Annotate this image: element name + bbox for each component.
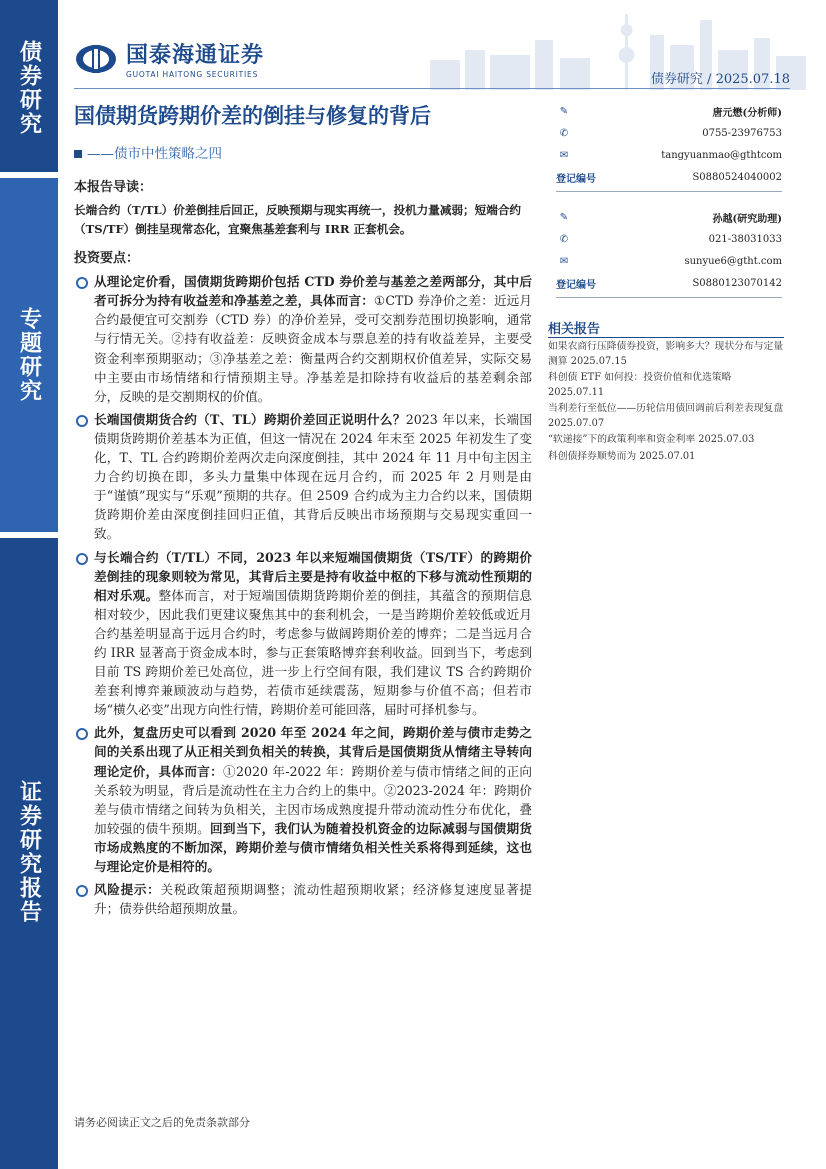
- mail-icon: ✉: [559, 255, 569, 267]
- analyst-panel: [556, 100, 782, 312]
- analyst-divider: [556, 297, 782, 298]
- point-item: 长端国债期货合约（T、TL）跨期价差回正说明什么？2023 年以来，长端国债期货跨期价差基本为正值，但这一情况在 2024 年末至 2025 年初发生了变化，T、TL 合约跨期价差两次走向深度倒挂，其中 2024 年 11 月中旬主因主力合约切换在即，多头力量集中体现在远月合约，而 2025 年 2 月则是由于“谨慎”现实与“乐观”预期的共存。但 2509 合约成为主力合约以来，国债期货跨期价差由深度倒挂回归正值，其背后反映出市场预期与交易现实重回一致。: [74, 410, 532, 544]
- header-divider: [74, 88, 790, 89]
- analyst-name: 孙越(研究助理): [712, 213, 782, 225]
- mail-icon: ✉: [559, 149, 569, 161]
- circle-bullet-icon: [76, 553, 88, 565]
- analyst-reg: S0880123070142: [692, 277, 782, 289]
- sidebar-category-topic: 专题研究: [0, 175, 58, 535]
- pen-icon: ✎: [559, 105, 569, 117]
- related-report-link[interactable]: 如果农商行压降债券投资，影响多大？现状分布与定量测算 2025.07.15: [548, 341, 784, 367]
- circle-bullet-icon: [76, 415, 88, 427]
- point-item: 与长端合约（T/TL）不同，2023 年以来短端国债期货（TS/TF）的跨期价差倒挂的现象则较为常见，其背后主要是持有收益中枢的下移与流动性预期的相对乐观。整体而言，对于短端国债期货跨期价差的倒挂，其蕴含的预期信息相对较少，因此我们更建议聚焦其中的套利机会，一是当跨期价差较低或近月合约基差明显高于远月合约时，考虑参与做阔跨期价差的博弈；二是当远月合约 IRR 显著高于资金成本时，参与正套策略博弈套利收益。回到当下，考虑到目前 TS 跨期价差已处高位，进一步上行空间有限，我们建议 TS 合约跨期价差套利博弈兼顾波动与趋势，若债市延续震荡，短期参与价值不高；但若市场“横久必变”出现方向性行情，跨期价差可能回落，届时可择机参与。: [74, 548, 532, 720]
- related-divider: [548, 337, 784, 338]
- phone-icon: ✆: [559, 127, 569, 139]
- logo-name-en: GUOTAI HAITONG SECURITIES: [126, 70, 259, 79]
- sidebar: [0, 0, 58, 1169]
- sidebar-divider: [0, 172, 58, 178]
- point-item: 从理论定价看，国债期货跨期价包括 CTD 券价差与基差之差两部分，其中后者可拆分为持有收益差和净基差之差，具体而言：①CTD 券净价之差：近远月合约最便宜可交割券（CTD 券）的净价差异，受可交割券范围切换影响，通常与行情无关。②持有收益差：反映资金成本与票息差的持有收益差异，主要受资金利率预期驱动；③净基差之差：衡量两合约交割期权价值差异，实际交易中主要由市场情绪和行情预期主导。净基差是扣除持有收益后的基差剩余部分，反映的是交割期权的价值。: [74, 272, 532, 406]
- analyst-block: [556, 206, 782, 298]
- circle-bullet-icon: [76, 728, 88, 740]
- logo-mark-icon: [74, 43, 118, 75]
- sidebar-category-report: 证券研究报告: [0, 535, 58, 1169]
- points-heading: 投资要点：: [74, 251, 140, 267]
- analyst-phone: 0755-23976753: [702, 127, 782, 139]
- main-content: [74, 178, 532, 922]
- sidebar-category-bond: 债券研究: [0, 0, 58, 175]
- analyst-name: 唐元懋(分析师): [712, 107, 782, 119]
- point-item-risk: 风险提示：关税政策超预期调整；流动性超预期收紧；经济修复速度显著提升；债券供给超预期放量。: [74, 880, 532, 918]
- reg-label: 登记编号: [556, 173, 596, 185]
- sidebar-divider: [0, 532, 58, 538]
- related-report-link[interactable]: 科创债 ETF 如何投：投资价值和优选策略 2025.07.11: [548, 372, 732, 398]
- guide-heading: 本报告导读：: [74, 180, 153, 195]
- related-report-link[interactable]: 当利差行至低位——历轮信用债回调前后利差表现复盘 2025.07.07: [548, 403, 784, 429]
- square-bullet-icon: [74, 150, 82, 158]
- guide-text: 长端合约（T/TL）价差倒挂后回正，反映预期与现实再统一，投机力量减弱；短端合约（TS/TF）倒挂呈现常态化，宜聚焦基差套利与 IRR 正套机会。: [74, 203, 522, 237]
- analyst-phone: 021-38031033: [708, 233, 782, 245]
- header-category-date: 债券研究 / 2025.07.18: [650, 72, 790, 87]
- report-title: 国债期货跨期价差的倒挂与修复的背后: [74, 104, 431, 128]
- disclaimer-footer: 请务必阅读正文之后的免责条款部分: [74, 1116, 250, 1129]
- logo-name-cn: 国泰海通证券: [126, 43, 265, 68]
- circle-bullet-icon: [76, 885, 88, 897]
- analyst-block: [556, 100, 782, 192]
- related-report-link[interactable]: 科创债择券顺势而为 2025.07.01: [548, 450, 696, 462]
- point-item: 此外，复盘历史可以看到 2020 年至 2024 年之间，跨期价差与债市走势之间的关系出现了从正相关到负相关的转换，其背后是国债期货从情绪主导转向理论定价，具体而言：①2020 年-2022 年：跨期价差与债市情绪之间的正向关系较为明显，背后是流动性在主力合约上的集中。②2023-2024 年：跨期价差与债市情绪之间转为负相关，主因市场成熟度提升带动流动性分布优化，叠加较强的债牛预期。回到当下，我们认为随着投机资金的边际减弱与国债期货市场成熟度的不断加深，跨期价差与债市情绪负相关性关系将得到延续，这也与理论定价是相符的。: [74, 723, 532, 876]
- related-reports-list: [548, 340, 788, 466]
- reg-label: 登记编号: [556, 279, 596, 291]
- circle-bullet-icon: [76, 277, 88, 289]
- analyst-email[interactable]: sunyue6@gtht.com: [684, 255, 782, 267]
- phone-icon: ✆: [559, 233, 569, 245]
- related-report-link[interactable]: “软递接”下的政策利率和资金利率 2025.07.03: [548, 434, 755, 445]
- related-reports-title: 相关报告: [548, 322, 601, 337]
- pen-icon: ✎: [559, 211, 569, 223]
- company-logo: [74, 38, 264, 79]
- analyst-divider: [556, 191, 782, 192]
- analyst-email[interactable]: tangyuanmao@gthtcom: [661, 149, 782, 161]
- report-subtitle: ——债市中性策略之四: [74, 142, 222, 162]
- analyst-reg: S0880524040002: [692, 171, 782, 183]
